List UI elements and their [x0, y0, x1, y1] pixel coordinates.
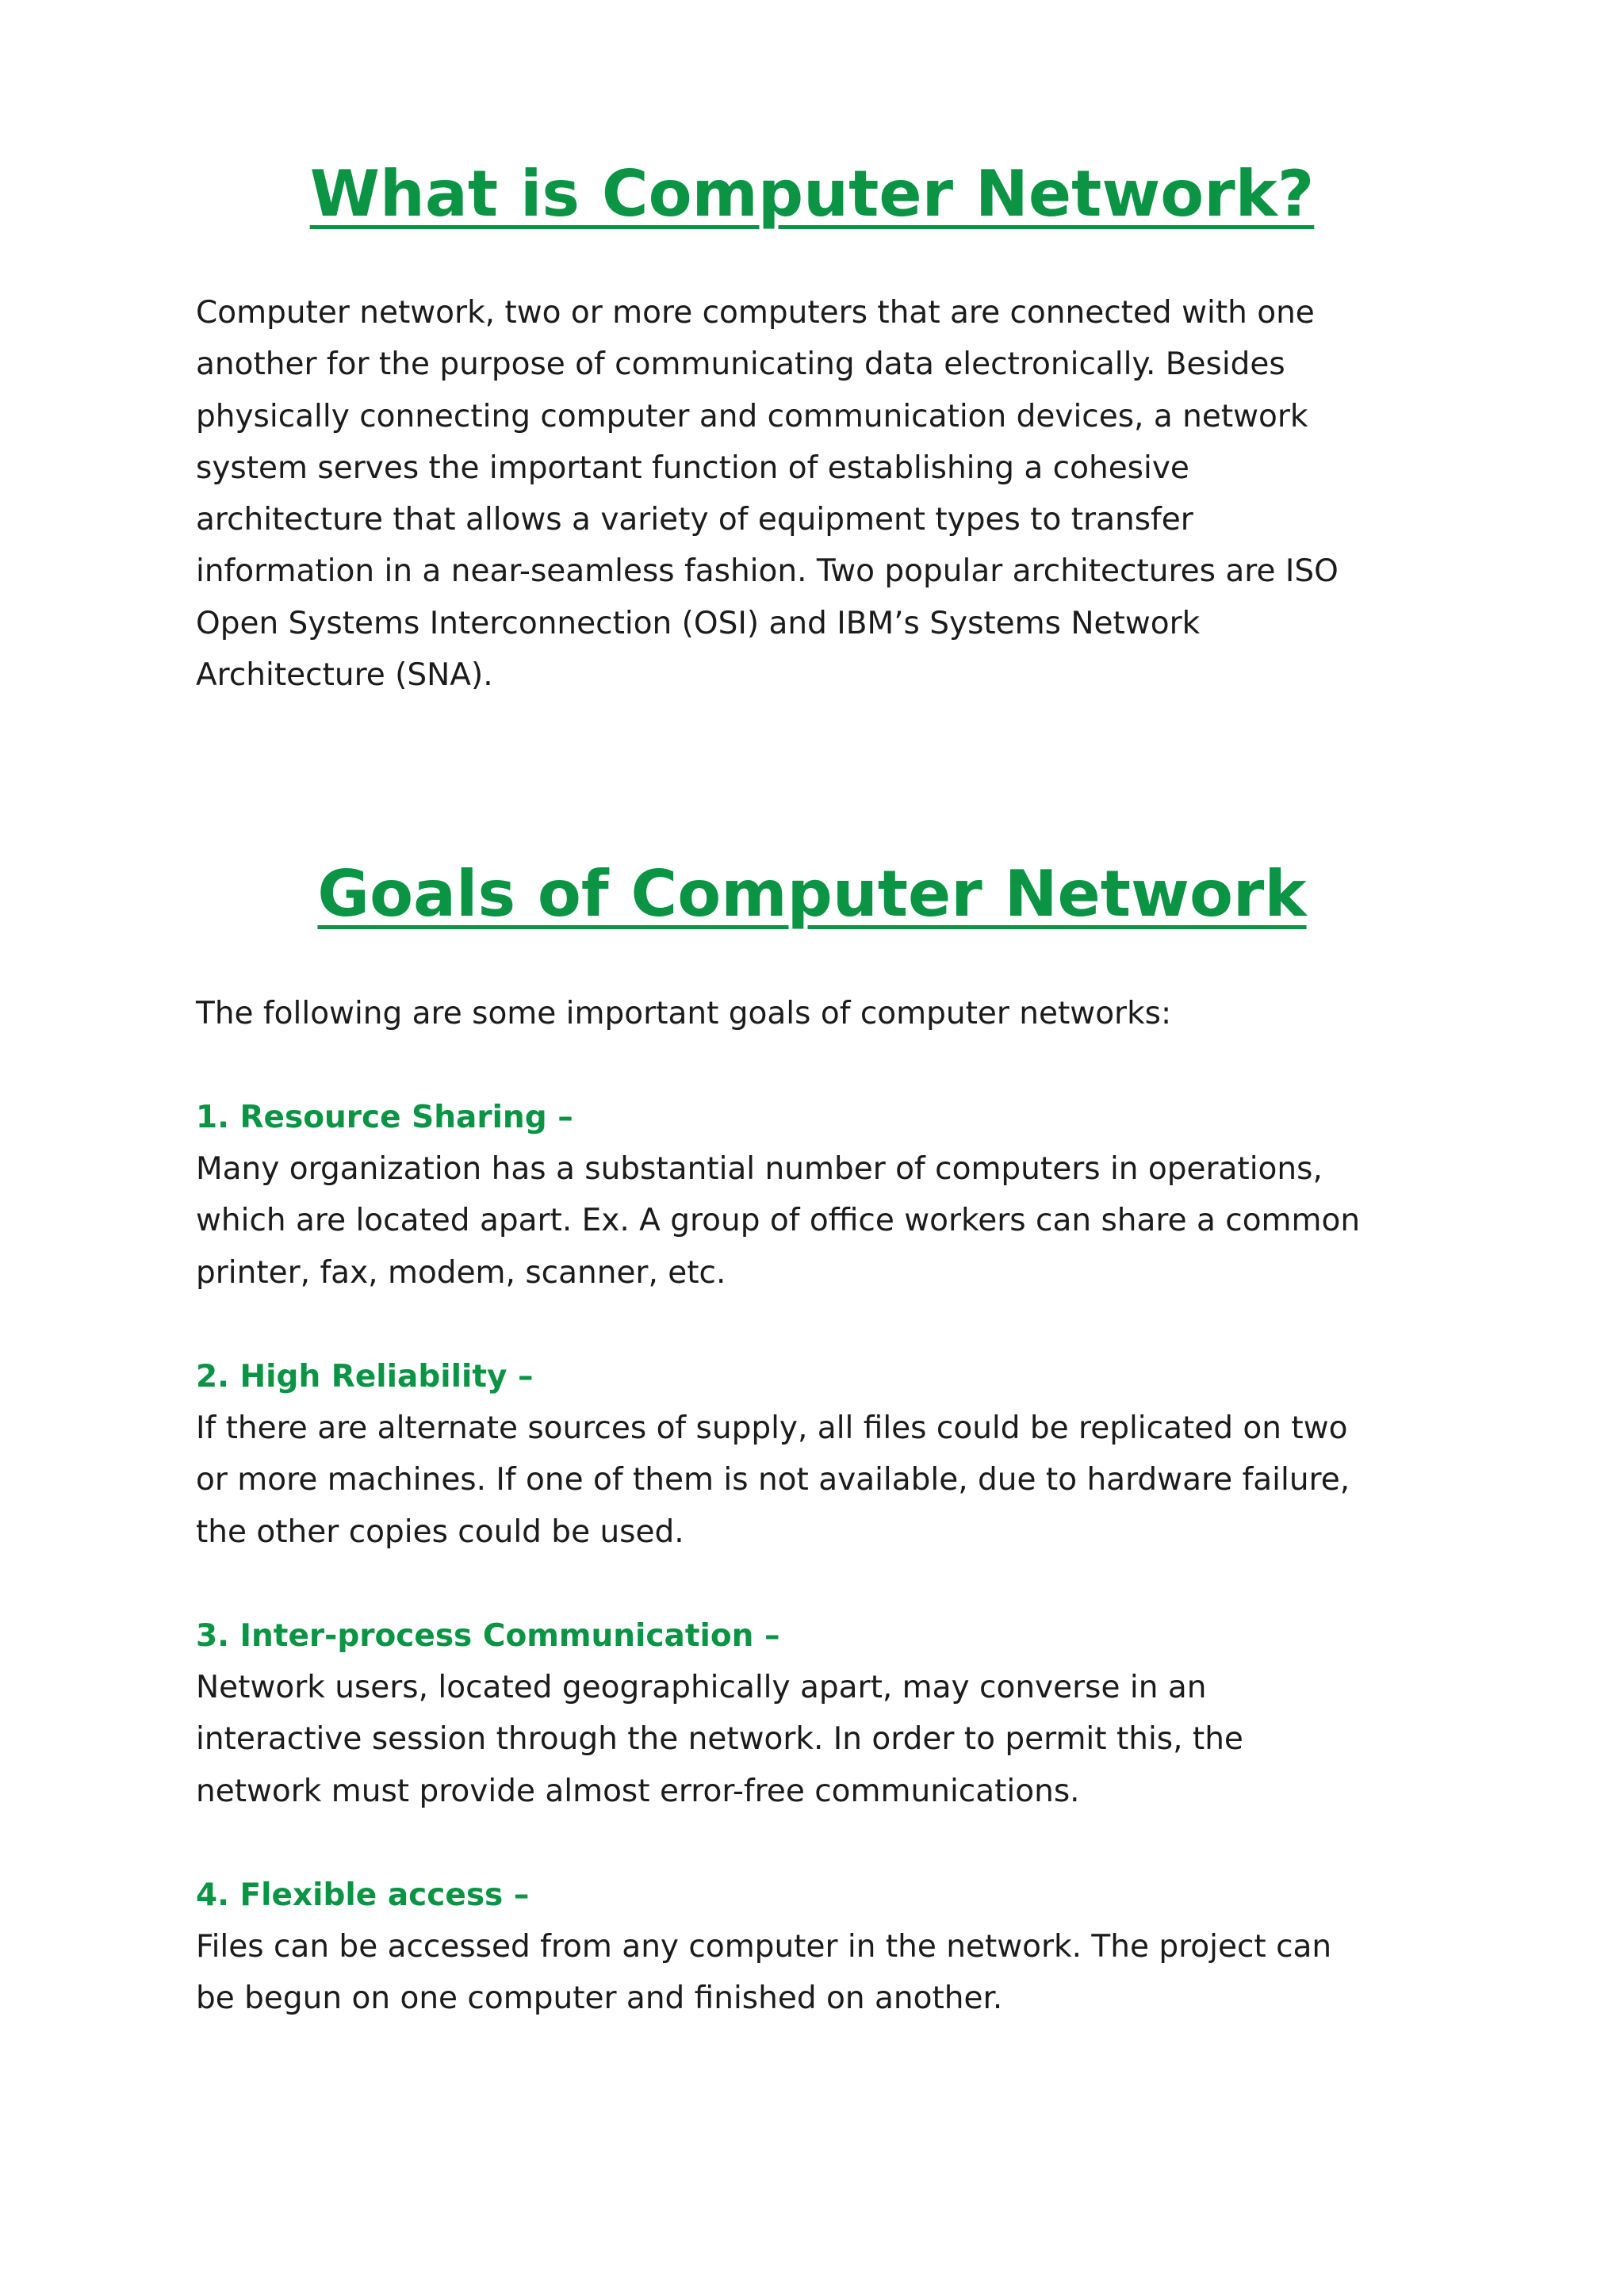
paragraph-line: Files can be accessed from any computer in the network. The project can — [196, 1929, 1332, 1965]
paragraph-line: Computer network, two or more computers that are connected with one — [196, 295, 1315, 331]
paragraph-line: network must provide almost error-free communications. — [196, 1773, 1080, 1809]
paragraph-line: be begun on one computer and finished on another. — [196, 1980, 1003, 2017]
paragraph-line: or more machines. If one of them is not available, due to hardware failure, — [196, 1462, 1350, 1498]
paragraph-line: printer, fax, modem, scanner, etc. — [196, 1254, 726, 1291]
paragraph-line: Architecture (SNA). — [196, 657, 493, 694]
paragraph-line: If there are alternate sources of supply, all files could be replicated on two — [196, 1410, 1348, 1446]
paragraph-line: Many organization has a substantial number of computers in operations, — [196, 1151, 1323, 1187]
paragraph-line: which are located apart. Ex. A group of office workers can share a common — [196, 1203, 1361, 1239]
paragraph-line: physically connecting computer and communication devices, a network — [196, 398, 1308, 434]
goal-body-flexible-access — [196, 1921, 1441, 2025]
goal-title-high-reliability: 2. High Reliability – — [196, 1359, 534, 1395]
heading-goals-of-computer-network: Goals of Computer Network — [317, 857, 1307, 931]
intro-paragraph — [196, 287, 1441, 701]
goals-intro-text: The following are some important goals of computer networks: — [196, 996, 1172, 1031]
paragraph-line: information in a near-seamless fashion. Two popular architectures are ISO — [196, 553, 1339, 590]
goal-title-flexible-access: 4. Flexible access – — [196, 1877, 530, 1913]
paragraph-line: architecture that allows a variety of equipment types to transfer — [196, 502, 1193, 538]
goal-body-high-reliability — [196, 1402, 1441, 1558]
paragraph-line: the other copies could be used. — [196, 1513, 684, 1550]
goal-title-inter-process-communication: 3. Inter-process Communication – — [196, 1618, 780, 1654]
goal-body-resource-sharing — [196, 1143, 1441, 1299]
heading-what-is-computer-network: What is Computer Network? — [309, 157, 1315, 231]
paragraph-line: interactive session through the network. In order to permit this, the — [196, 1721, 1243, 1758]
goal-title-resource-sharing: 1. Resource Sharing – — [196, 1100, 573, 1135]
paragraph-line: Open Systems Interconnection (OSI) and IBM’s Systems Network — [196, 605, 1201, 641]
paragraph-line: system serves the important function of establishing a cohesive — [196, 450, 1189, 486]
goal-body-inter-process-communication — [196, 1662, 1441, 1817]
paragraph-line: Network users, located geographically apart, may converse in an — [196, 1670, 1207, 1705]
paragraph-line: another for the purpose of communicating data electronically. Besides — [196, 346, 1285, 383]
